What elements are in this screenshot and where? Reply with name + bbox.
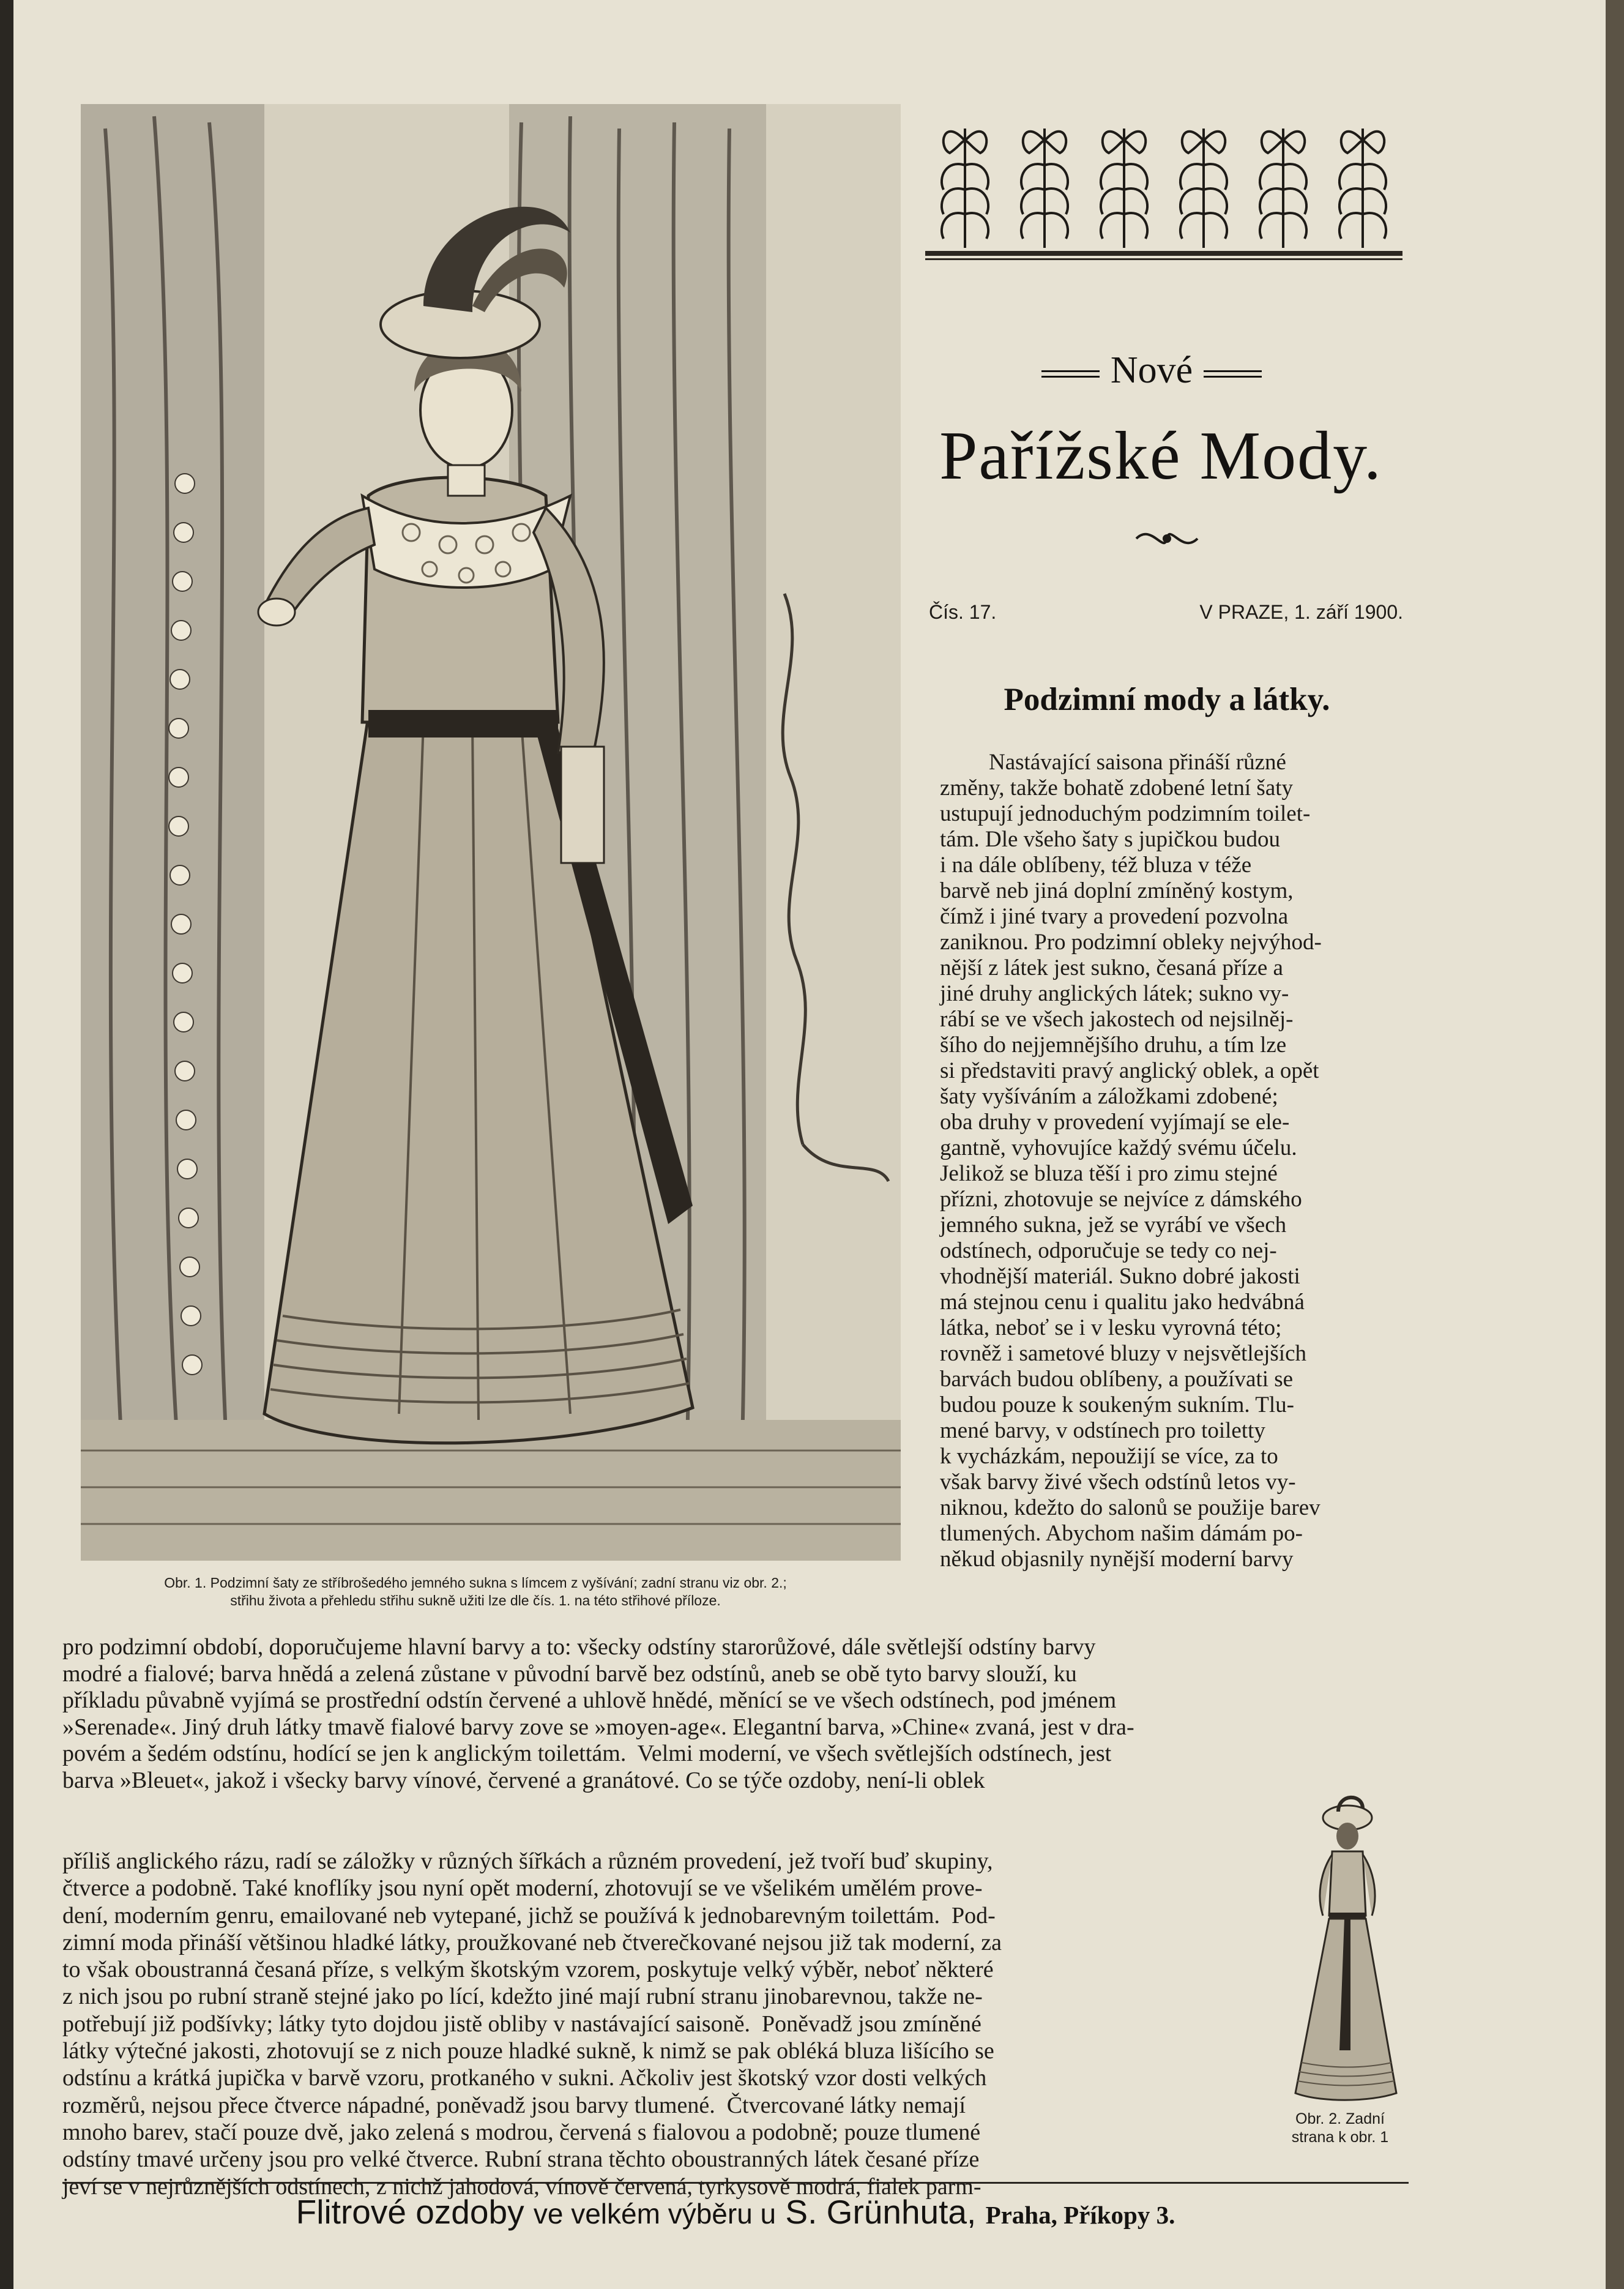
text-line: zaniknou. Pro podzimní obleky nejvýhod- [940, 930, 1322, 955]
issue-number: Čís. 17. [929, 601, 997, 623]
text-line: modré a fialové; barva hnědá a zelená zůstane v původní barvě bez odstínů, aneb se obě tyto barvy slouží, ku [62, 1660, 1077, 1687]
text-line: »Serenade«. Jiný druh látky tmavě fialové barvy zove se »moyen-age«. Elegantní barva, »Chine« zvaná, jest v dra- [62, 1714, 1134, 1740]
text-line: dení, moderním genru, emailované neb vytepané, jichž se používá k jednobarevným toilettám. Pod- [62, 1902, 996, 1929]
text-line: potřebují již podšívky; látky tyto dojdou jistě obliby v nastávající saisoně. Poněvadž jsou zmíněné [62, 2011, 981, 2037]
fashion-illustration-fig2 [1289, 1793, 1402, 2105]
issue-line [929, 600, 1403, 624]
text-line: z nich jsou po rubní straně stejné jako po lící, kdežto jiné mají rubní stranu jinobarevnou, takže ne- [62, 1984, 983, 2010]
text-line: šaty vyšíváním a záložkami zdobené; [940, 1084, 1278, 1109]
text-line: jiné druhy anglických látek; sukno vy- [940, 981, 1289, 1006]
text-line: přízni, zhotovuje se nejvíce z dámského [940, 1187, 1302, 1212]
text-line: někud objasnily nynější moderní barvy [940, 1547, 1294, 1572]
ad-text: ve velkém výběru u [533, 2198, 777, 2230]
text-line: mnoho barev, stačí pouze dvě, jako zelená s modrou, červená s fialovou a podobně; pouze tlumené [62, 2119, 981, 2145]
text-line: tlumených. Abychom našim dámám po- [940, 1521, 1303, 1546]
text-line: látky výtečné jakosti, zhotovují se z nich pouze hladké sukně, k nimž se pak obléká bluza lišícího se [62, 2038, 994, 2064]
article-narrow-lines [62, 1848, 1256, 2200]
text-line: odstíny tmavé určeny jsou pro velké čtverce. Rubní strana těchto oboustranných látek česané příze [62, 2146, 980, 2173]
masthead-title-top: Nové [919, 346, 1384, 395]
caption-line: Obr. 1. Podzimní šaty ze stříbrošedého jemného sukna s límcem z vyšívání; zadní stranu viz obr. 2.; [164, 1575, 787, 1591]
text-line: rozměrů, nejsou přece čtverce nápadné, poněvadž jsou barvy tlumené. Čtvercované látky nemají [62, 2092, 966, 2118]
figure-1-caption [47, 1574, 904, 1610]
masthead-floral-ornament [925, 104, 1402, 263]
flourish-ornament [1133, 523, 1201, 554]
text-line: pro podzimní období, doporučujeme hlavní barvy a to: všecky odstíny starorůžové, dále světlejší odstíny barvy [62, 1634, 1096, 1660]
text-line: příliš anglického rázu, radí se záložky v různých šířkách a různém provedení, jež tvoří buď skupiny, [62, 1848, 993, 1874]
text-line: látka, neboť se i v lesku vyrovná této; [940, 1315, 1282, 1340]
text-line: Nastávající saisona přináší různé [989, 750, 1286, 775]
text-line: čtverce a podobně. Také knoflíky jsou nyní opět moderní, zhotovují se ve všelikém umělém prove- [62, 1875, 983, 1902]
article-heading: Podzimní mody a látky. [1004, 682, 1330, 717]
article-wide-lines [62, 1634, 1415, 1794]
text-line: to však oboustranná česaná příze, s velkým škotským vzorem, poskytuje velký výběr, neboť některé [62, 1957, 994, 1983]
text-line: barvách budou oblíbeny, a používati se [940, 1367, 1294, 1392]
text-line: k vycházkám, nepoužijí se více, za to [940, 1444, 1278, 1469]
text-line: čímž i jiné tvary a provedení pozvolna [940, 904, 1289, 929]
text-line: rovněž i sametové bluzy v nejsvětlejších [940, 1341, 1307, 1366]
article-right-column [940, 750, 1405, 1572]
text-line: jemného sukna, jež se vyrábí ve všech [940, 1212, 1287, 1238]
caption-line: střihu života a přehledu střihu sukně užiti lze dle čís. 1. na této střihové příloze. [230, 1593, 721, 1608]
text-line: povém a šedém odstínu, hodící se jen k anglickým toilettám. Velmi moderní, ve všech světlejších odstínech, jest [62, 1741, 1112, 1767]
ad-company: S. Grünhuta, [785, 2193, 977, 2231]
masthead-title-main: Pařížské Mody. [939, 418, 1382, 494]
footer-rule [62, 2182, 1409, 2184]
text-line: oba druhy v provedení vyjímají se ele- [940, 1110, 1290, 1135]
advertisement [62, 2190, 1409, 2237]
text-line: barva »Bleuet«, jakož i všecky barvy vínové, červené a granátové. Co se týče ozdoby, není-li oblek [62, 1767, 985, 1793]
text-line: odstínech, odporučuje se tedy co nej- [940, 1238, 1277, 1263]
text-line: gantně, vyhovujíce každý svému účelu. [940, 1135, 1297, 1160]
ad-address: Praha, Příkopy 3. [985, 2201, 1175, 2229]
text-line: budou pouze k soukeným sukním. Tlu- [940, 1392, 1294, 1417]
text-line: niknou, kdežto do salonů se použije barev [940, 1495, 1320, 1520]
text-line: barvě neb jiná doplní zmíněný kostym, [940, 878, 1294, 903]
text-line: příkladu půvabně vyjímá se prostřední odstín červené a uhlově hnědé, měnící se ve všech odstínech, pod jménem [62, 1687, 1117, 1714]
text-line: Jelikož se bluza těší i pro zimu stejné [940, 1161, 1278, 1186]
text-line: má stejnou cenu i qualitu jako hedvábná [940, 1290, 1305, 1315]
text-line: vhodnější materiál. Sukno dobré jakosti [940, 1264, 1300, 1289]
text-line: jeví se v nejrůznějších odstínech, z nichž jahodová, vínově červená, tyrkysově modrá, fialek parm- [62, 2173, 981, 2200]
text-line: ustupují jednoduchým podzimním toilet- [940, 801, 1311, 826]
text-line: i na dále oblíbeny, též bluza v téže [940, 853, 1252, 878]
text-line: tám. Dle všeho šaty s jupičkou budou [940, 827, 1280, 852]
issue-date: V PRAZE, 1. září 1900. [1199, 601, 1403, 623]
text-line: šího do nejjemnějšího druhu, a tím lze [940, 1032, 1287, 1058]
text-line: mené barvy, v odstínech pro toiletty [940, 1418, 1265, 1443]
text-line: nější z látek jest sukno, česaná příze a [940, 955, 1283, 980]
text-line: zimní moda přináší většinou hladké látky, proužkované neb čtverečkované nejsou již tak moderní, za [62, 1929, 1002, 1955]
text-line: odstínu a krátká jupička v barvě vzoru, protkaného v sukni. Ačkoliv jest škotský vzor dosti velkých [62, 2065, 987, 2091]
fashion-illustration-fig1 [81, 104, 901, 1561]
magazine-page [13, 0, 1611, 2289]
caption-line: strana k obr. 1 [1291, 2129, 1389, 2146]
text-line: si představiti pravý anglický oblek, a opět [940, 1058, 1319, 1083]
caption-line: Obr. 2. Zadní [1295, 2110, 1385, 2127]
text-line: rábí se ve všech jakostech od nejsilněj- [940, 1007, 1294, 1032]
text-line: však barvy živé všech odstínů letos vy- [940, 1469, 1296, 1495]
figure-2-caption [1273, 2110, 1407, 2146]
text-line: změny, takže bohatě zdobené letní šaty [940, 775, 1294, 801]
binding-edge [1606, 0, 1624, 2289]
ad-product: Flitrové ozdoby [296, 2193, 524, 2231]
